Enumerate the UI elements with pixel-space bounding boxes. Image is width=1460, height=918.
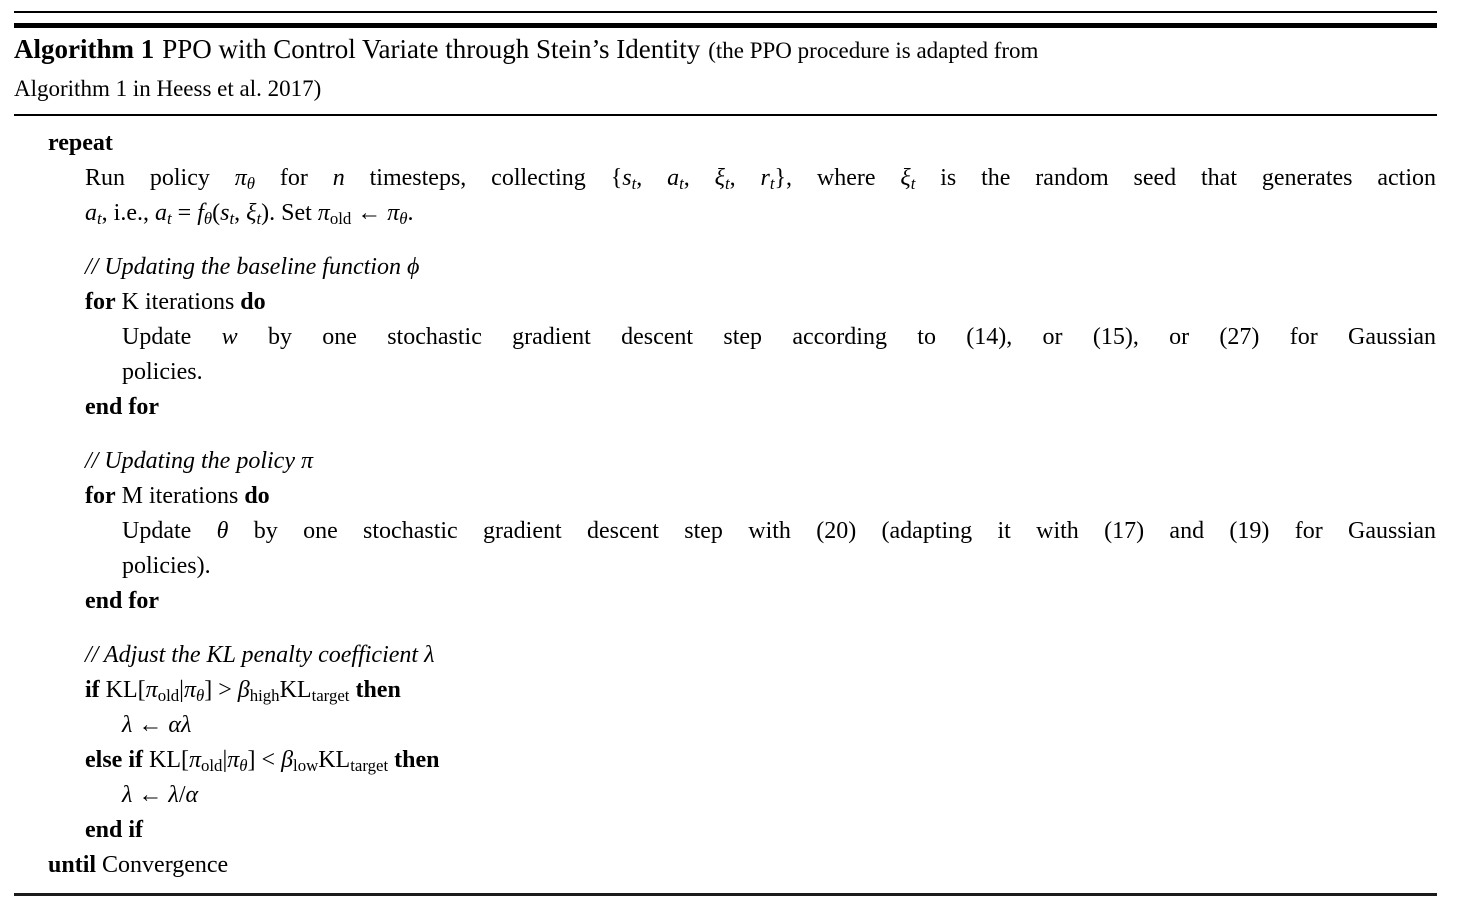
text-segment: β: [281, 747, 294, 773]
text-segment: ϕ: [406, 254, 420, 280]
text-segment: M iterations: [115, 483, 245, 509]
text-segment: ξ: [246, 200, 257, 226]
text-segment: ,: [729, 165, 761, 191]
text-segment: Convergence: [96, 852, 229, 878]
text-segment: t: [631, 173, 637, 193]
text-segment: r: [760, 165, 770, 191]
text-segment: old: [157, 685, 180, 705]
algorithm-note-line1: (the PPO procedure is adapted from: [708, 38, 1039, 63]
algorithm-title: PPO with Control Variate through Stein’s Identity: [162, 34, 701, 64]
text-segment: then: [355, 677, 401, 703]
text-segment: ←: [132, 712, 169, 738]
text-segment: // Updating the policy: [85, 448, 301, 474]
algorithm-label: Algorithm 1: [14, 34, 155, 64]
text-segment: timesteps, collecting: [344, 165, 611, 191]
algorithm-line: [0, 126, 1460, 161]
text-segment: f: [197, 200, 204, 226]
text-segment: t: [769, 173, 775, 193]
text-segment: }, where: [774, 165, 901, 191]
text-segment: π: [145, 677, 158, 703]
text-segment: =: [171, 200, 198, 226]
algorithm-line: [0, 514, 1460, 549]
top-rule-thick: [14, 23, 1437, 28]
text-segment: // Updating the baseline function: [85, 254, 407, 280]
text-segment: if: [85, 677, 100, 703]
text-segment: do: [240, 289, 266, 315]
text-segment: ,: [636, 165, 668, 191]
text-segment: K iterations: [115, 289, 241, 315]
algorithm-line: [0, 743, 1460, 778]
text-segment: end if: [85, 817, 144, 843]
text-segment: λ: [168, 782, 179, 808]
text-segment: repeat: [48, 130, 113, 156]
text-segment: s: [220, 200, 230, 226]
text-segment: ). Set: [261, 200, 318, 226]
text-segment: Update: [122, 518, 217, 544]
text-segment: until: [48, 852, 97, 878]
text-segment: KL[: [142, 747, 189, 773]
text-segment: KL: [318, 747, 351, 773]
text-segment: Run policy: [85, 165, 235, 191]
text-segment: ←: [132, 782, 169, 808]
text-segment: n: [332, 165, 345, 191]
text-segment: π: [387, 200, 400, 226]
text-segment: t: [97, 208, 102, 228]
text-segment: θ: [216, 518, 229, 544]
text-segment: θ: [203, 208, 213, 228]
text-segment: // Adjust the KL penalty coefficient: [85, 642, 425, 668]
text-segment: {: [610, 165, 623, 191]
text-segment: π: [300, 448, 313, 474]
text-segment: θ: [399, 208, 408, 228]
algorithm-line: [0, 479, 1460, 514]
text-segment: t: [256, 208, 262, 228]
text-segment: a: [85, 200, 97, 226]
text-segment: else if: [85, 747, 143, 773]
text-segment: for: [85, 289, 116, 315]
text-segment: policies).: [122, 553, 211, 579]
text-segment: ←: [351, 200, 388, 226]
algorithm-line: [0, 161, 1460, 196]
text-segment: π: [183, 677, 196, 703]
text-segment: end for: [85, 394, 159, 420]
text-segment: λ: [122, 712, 133, 738]
text-segment: β: [237, 677, 250, 703]
text-segment: by one stochastic gradient descent step according to (14), or (15), or (27) for Gaussian: [237, 324, 1436, 350]
caption-rule: [14, 114, 1437, 116]
text-segment: θ: [246, 173, 256, 193]
algorithm-note-line2: Algorithm 1 in Heess et al. 2017): [14, 76, 322, 101]
text-segment: ξ: [714, 165, 725, 191]
text-segment: target: [311, 685, 350, 705]
text-segment: (: [212, 200, 221, 226]
algorithm-line: [0, 250, 1460, 285]
algorithm-caption: [14, 31, 1437, 107]
text-segment: t: [724, 173, 730, 193]
text-segment: |: [179, 677, 184, 703]
algorithm-line: [0, 708, 1460, 743]
text-segment: t: [229, 208, 235, 228]
text-segment: θ: [195, 685, 205, 705]
text-segment: .: [407, 200, 414, 226]
text-segment: π: [234, 165, 247, 191]
text-segment: θ: [239, 755, 248, 775]
text-segment: |: [222, 747, 228, 773]
text-segment: do: [244, 483, 270, 509]
text-segment: ] >: [204, 677, 238, 703]
text-segment: high: [249, 685, 280, 705]
text-segment: old: [329, 208, 352, 228]
text-segment: π: [188, 747, 201, 773]
text-segment: policies.: [122, 359, 203, 385]
text-segment: ,: [683, 165, 715, 191]
text-segment: αλ: [168, 712, 192, 738]
text-segment: end for: [85, 588, 159, 614]
text-segment: t: [167, 208, 172, 228]
text-segment: for: [85, 483, 116, 509]
text-segment: low: [293, 755, 319, 775]
text-segment: target: [350, 755, 389, 775]
algorithm-line: [0, 778, 1460, 813]
algorithm-line: [0, 196, 1460, 231]
text-segment: for: [255, 165, 333, 191]
algorithm-body: [0, 126, 1460, 883]
text-segment: a: [667, 165, 680, 191]
text-segment: λ: [122, 782, 133, 808]
text-segment: ξ: [900, 165, 911, 191]
algorithm-line: [0, 848, 1460, 883]
text-segment: π: [317, 200, 330, 226]
text-segment: π: [227, 747, 240, 773]
algorithm-line: [0, 444, 1460, 479]
text-segment: λ: [424, 642, 435, 668]
text-segment: , i.e.,: [101, 200, 155, 226]
text-segment: old: [201, 755, 223, 775]
text-segment: /: [178, 782, 186, 808]
algorithm-line: [0, 390, 1460, 425]
algorithm-line: [0, 638, 1460, 673]
bottom-rule: [14, 893, 1437, 896]
text-segment: α: [185, 782, 199, 808]
algorithm-line: [0, 673, 1460, 708]
algorithm-line: [0, 320, 1460, 355]
text-segment: then: [394, 747, 440, 773]
text-segment: w: [221, 324, 238, 350]
text-segment: t: [910, 173, 916, 193]
algorithm-line: [0, 813, 1460, 848]
algorithm-line: [0, 285, 1460, 320]
text-segment: by one stochastic gradient descent step with (20) (adapting it with (17) and (19) for Gaussian: [228, 518, 1436, 544]
algorithm-line: [0, 355, 1460, 390]
text-segment: a: [155, 200, 167, 226]
text-segment: ,: [234, 200, 247, 226]
text-segment: ] <: [247, 747, 282, 773]
algorithm-line: [0, 584, 1460, 619]
text-segment: KL[: [99, 677, 146, 703]
algorithm-line: [0, 549, 1460, 584]
text-segment: is the random seed that generates action: [915, 165, 1437, 191]
text-segment: Update: [122, 324, 222, 350]
text-segment: s: [622, 165, 632, 191]
top-rule-thin: [14, 11, 1437, 13]
text-segment: t: [679, 173, 684, 193]
text-segment: KL: [279, 677, 312, 703]
